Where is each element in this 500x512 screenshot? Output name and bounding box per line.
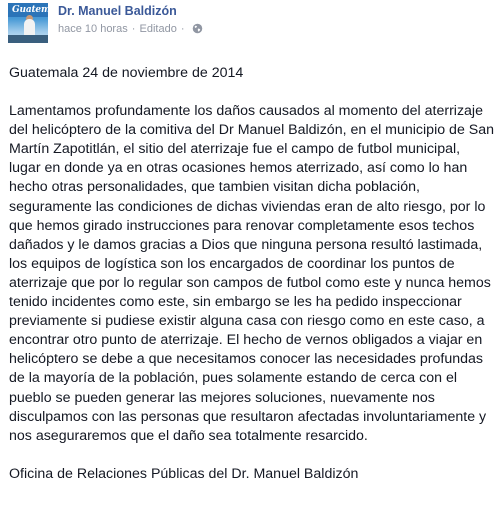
edited-label[interactable]: Editado bbox=[139, 23, 177, 35]
post-meta bbox=[58, 23, 203, 37]
post-main-text: Lamentamos profundamente los daños causados al momento del aterrizaje del helicóptero de la comitiva del Dr Manuel Baldizón, en el municipio de San Martín Zapotitlán, el sitio del aterrizaje fue el campo de futbol municipal, lugar en donde ya en otras ocasiones hemos aterrizado, así como lo han hecho otras personalidades, que tambien visitan dicha población, seguramente las condiciones de dichas viviendas eran de alto riesgo, por lo que hemos girado instrucciones para renovar completamente esos techos dañados y le damos gracias a Dios que ninguna persona resultó lastimada, los equipos de logística son los encargados de coordinar los puntos de aterrizaje que por lo regular son campos de futbol como este y nunca hemos tenido incidentes como este, sin embargo se les ha pedido inspeccionar previamente si pudiese existir alguna casa con riesgo como en este caso, a encontrar otro punto de aterrizaje. El hecho de vernos obligados a viajar en helicóptero se debe a que necesitamos conocer las necesidades profundas de la mayoría de la población, pues solamente estando de cerca con el pueblo se pueden generar las mejores soluciones, nuevamente nos disculpamos con las personas que resultaron afectadas involuntariamente y nos aseguraremos que el daño sea totalmente resarcido. bbox=[9, 103, 495, 444]
post-date-line: Guatemala 24 de noviembre de 2014 bbox=[9, 65, 244, 81]
post-body bbox=[9, 64, 495, 484]
avatar[interactable] bbox=[8, 3, 65, 43]
meta-separator: · bbox=[131, 23, 136, 35]
post-timestamp[interactable]: hace 10 horas bbox=[58, 23, 128, 35]
author-name-link[interactable]: Dr. Manuel Baldizón bbox=[58, 4, 177, 18]
avatar-crowd bbox=[8, 35, 48, 43]
meta-separator-2: · bbox=[180, 23, 185, 35]
post-signature: Oficina de Relaciones Públicas del Dr. Manuel Baldizón bbox=[9, 465, 359, 482]
post-header bbox=[8, 3, 492, 43]
globe-icon[interactable] bbox=[192, 23, 203, 37]
avatar-logo-text: Guatemala bbox=[12, 5, 65, 15]
